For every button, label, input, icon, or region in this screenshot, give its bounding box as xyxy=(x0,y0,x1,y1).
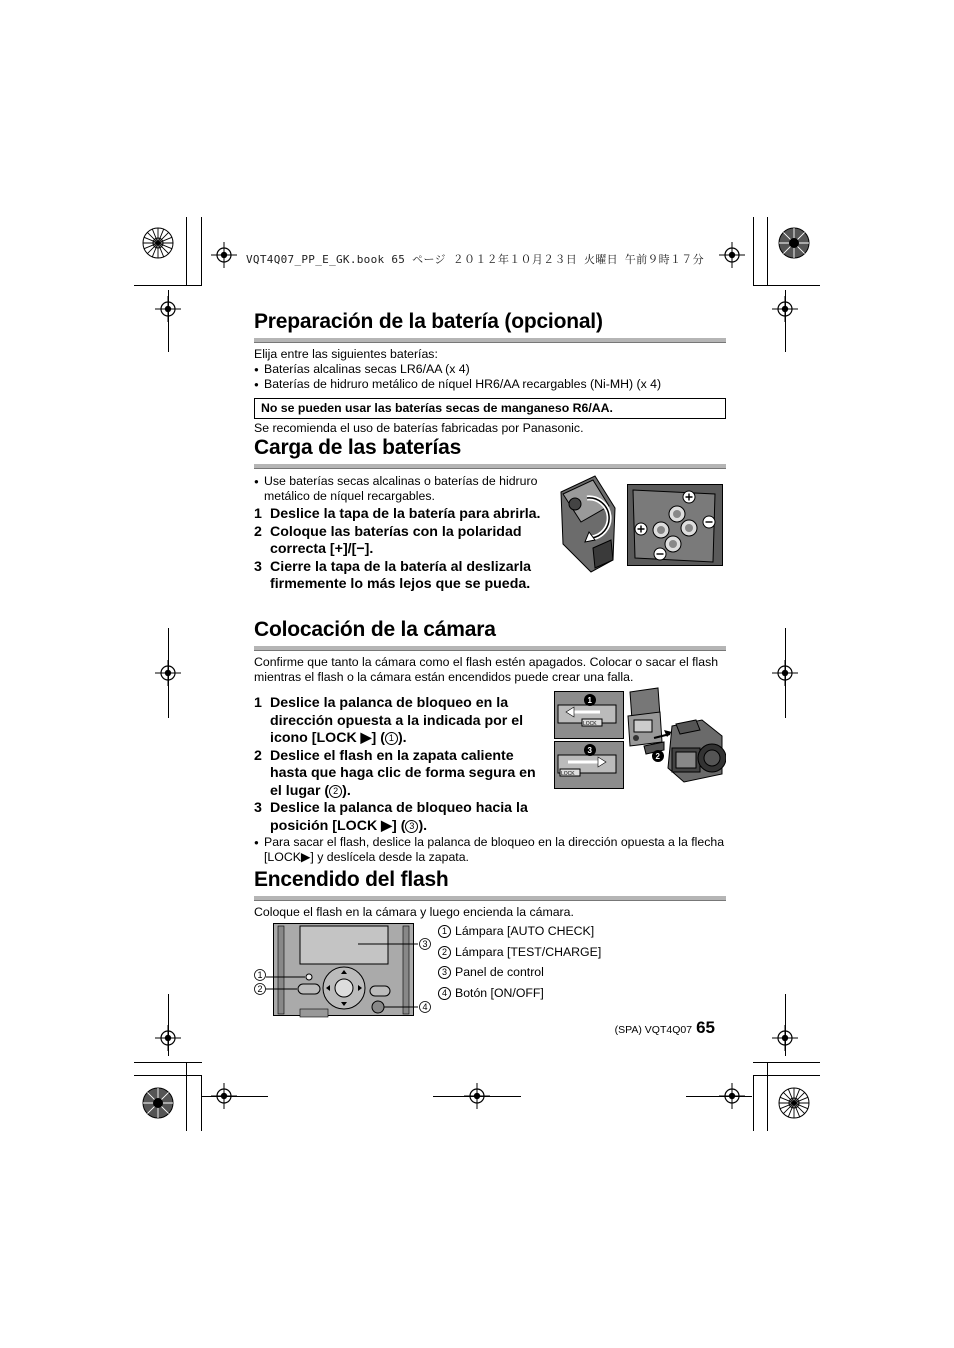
list-item: ● Baterías alcalinas secas LR6/AA (x 4) xyxy=(254,362,726,377)
intro-text: Elija entre las siguientes baterías: xyxy=(254,347,438,361)
svg-text:2: 2 xyxy=(655,752,660,761)
registration-mark-icon xyxy=(772,660,798,686)
page-number: 65 xyxy=(696,1018,715,1037)
registration-mark-icon xyxy=(155,660,181,686)
section-rule xyxy=(254,338,726,343)
section-rule xyxy=(254,464,726,469)
step-item: 1 Deslice la tapa de la batería para abrirla. xyxy=(254,506,541,522)
intro-text: Coloque el flash en la cámara y luego encienda la cámara. xyxy=(254,905,574,919)
section-title: Encendido del flash xyxy=(254,868,449,891)
svg-text:3: 3 xyxy=(422,939,428,950)
lock-lever-illustration xyxy=(554,691,624,739)
flash-camera-illustration xyxy=(624,686,726,786)
registration-mark-icon xyxy=(155,1025,181,1051)
registration-mark-icon xyxy=(211,242,237,268)
battery-cover-illustration xyxy=(553,474,623,574)
registration-mark-icon xyxy=(719,242,745,268)
lock-label: LOCK xyxy=(583,721,597,727)
step-item: 2 Coloque las baterías con la polaridad correcta [+]/[−]. xyxy=(254,523,522,557)
flash-panel-illustration xyxy=(252,922,436,1018)
minus-icon xyxy=(703,516,715,528)
section-rule xyxy=(254,896,726,901)
warning-box: No se pueden usar las baterías secas de manganeso R6/AA. xyxy=(254,398,726,419)
rosette-icon xyxy=(778,227,810,259)
section-title: Colocación de la cámara xyxy=(254,618,496,641)
svg-text:1: 1 xyxy=(587,696,592,705)
legend-item: 2 Lámpara [TEST/CHARGE] xyxy=(438,942,601,963)
recommendation-text: Se recomienda el uso de baterías fabricadas por Panasonic. xyxy=(254,421,584,435)
lock-label: LOCK xyxy=(561,771,575,777)
svg-text:1: 1 xyxy=(257,970,263,981)
intro-text: Confirme que tanto la cámara como el flash estén apagados. Colocar o sacar el flash mientras el flash o la cámara están encendidos puede crear una falla. xyxy=(254,655,719,684)
list-item: ● Baterías de hidruro metálico de níquel HR6/AA recargables (Ni-MH) (x 4) xyxy=(254,377,726,392)
legend-item: 3 Panel de control xyxy=(438,962,601,983)
ref-marker: 3 xyxy=(405,820,418,833)
step-item: 1 Deslice la palanca de bloqueo en la dirección opuesta a la indicada por el icono [LOCK ▶] ( 1 ). xyxy=(254,695,524,746)
lock-lever-illustration xyxy=(554,741,624,789)
legend-item: 1 Lámpara [AUTO CHECK] xyxy=(438,921,601,942)
step-item: 2 Deslice el flash en la zapata caliente hasta que haga clic de forma segura en el lugar ( 2 ). xyxy=(254,747,536,799)
print-header: VQT4Q07_PP_E_GK.book 65 ページ ２０１２年１０月２３日 火曜日 午前９時１７分 xyxy=(246,253,704,266)
rosette-icon xyxy=(778,1087,810,1119)
svg-text:3: 3 xyxy=(587,746,592,755)
plus-icon xyxy=(683,491,695,503)
document-code: (SPA) VQT4Q07 xyxy=(614,1024,693,1036)
svg-text:4: 4 xyxy=(422,1002,428,1013)
minus-icon xyxy=(654,548,666,560)
battery-compartment-illustration xyxy=(627,484,723,566)
section-title: Preparación de la batería (opcional) xyxy=(254,310,603,333)
section-rule xyxy=(254,646,726,651)
registration-mark-icon xyxy=(155,296,181,322)
plus-icon xyxy=(635,523,647,535)
registration-mark-icon xyxy=(772,1025,798,1051)
rosette-icon xyxy=(142,227,174,259)
step-item: 3 Cierre la tapa de la batería al deslizarla firmemente lo más lejos que se pueda. xyxy=(254,558,532,592)
legend-item: 4 Botón [ON/OFF] xyxy=(438,983,601,1004)
list-item: ● Para sacar el flash, deslice la palanca de bloqueo en la dirección opuesta a la flecha [LOCK▶] y deslícela desde la zapata. xyxy=(254,835,726,865)
panel-legend xyxy=(438,921,601,1003)
registration-mark-icon xyxy=(772,296,798,322)
ref-marker: 1 xyxy=(385,732,398,745)
list-item: ● Use baterías secas alcalinas o baterías de hidruro metálico de níquel recargables. xyxy=(254,474,554,504)
rosette-icon xyxy=(142,1087,174,1119)
section-battery-prep xyxy=(254,310,726,436)
section-title: Carga de las baterías xyxy=(254,436,462,459)
ref-marker: 2 xyxy=(329,785,342,798)
step-item: 3 Deslice la palanca de bloqueo hacia la posición [LOCK ▶] ( 3 ). xyxy=(254,800,528,834)
svg-text:2: 2 xyxy=(257,984,263,995)
page-footer xyxy=(615,1018,715,1038)
section-power xyxy=(254,868,726,920)
